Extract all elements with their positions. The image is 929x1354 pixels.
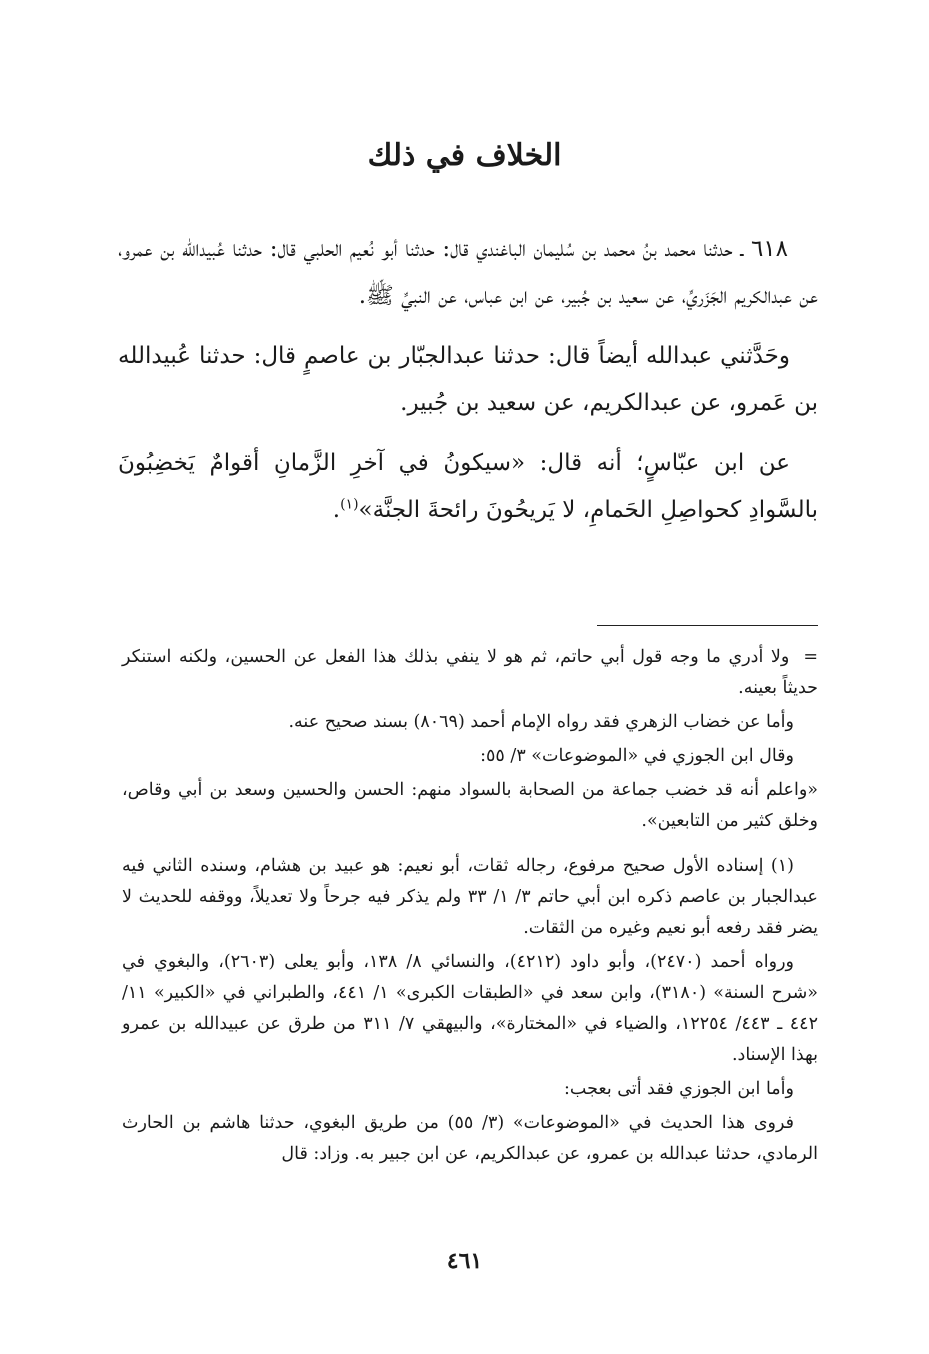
narration-paragraph: وحَدَّثني عبدالله أيضاً قال: حدثنا عبدالجبّار بن عاصمٍ قال: حدثنا عُبيدالله بن عَمرو، عن عبدالكريم، عن سعيد بن جُبير. — [118, 343, 818, 416]
footnotes — [122, 642, 818, 1173]
hadith-paragraph-618: ٦١٨ ـ حدثنا محمد بنُ محمد بن سُليمان الباغندي قال: حدثنا أبو نُعيم الحلبي قال: حدثنا عُبيدالله بن عمرو، عن عبدالكريم الجَزَريِّ، عن سعيد بن جُبير، عن ابن عباس، عن النبيِّ ﷺ. — [118, 236, 818, 309]
hadith-text: عن ابن عبّاسٍ؛ أنه قال: «سيكونُ في آخرِ الزَّمانِ أقوامٌ يَخضِبُونَ بالسَّوادِ كحواصِلِ الحَمامِ، لا يَريحُونَ رائحةَ الجنَّة» — [118, 450, 818, 523]
footnote-continued-text: وقال ابن الجوزي في «الموضوعات» ٣/ ٥٥: — [480, 746, 794, 766]
section-heading: الخلاف في ذلك — [367, 138, 562, 173]
footnote-continued-line — [122, 642, 818, 704]
hadith-text-paragraph — [118, 440, 818, 534]
continuation-mark: = — [803, 647, 818, 667]
footnote-continued-text: ولا أدري ما وجه قول أبي حاتم، ثم هو لا ينفي بذلك هذا الفعل عن الحسين، ولكنه استنكر حديثاً بعينه. — [122, 647, 818, 698]
main-text — [118, 226, 818, 547]
footnote-separator — [597, 625, 818, 626]
footnote-1-text: فروى هذا الحديث في «الموضوعات» (٣/ ٥٥) من طريق البغوي، حدثنا هاشم بن الحارث الرمادي، حدثنا عبدالله بن عمرو، عن عبدالكريم، عن ابن جبير به. وزاد: قال — [122, 1113, 818, 1164]
footnote-1-text: (١) إسناده الأول صحيح مرفوع، رجاله ثقات، أبو نعيم: هو عبيد بن هشام، وسنده الثاني فيه عبدالجبار بن عاصم ذكره ابن أبي حاتم ٣/ ١/ ٣٣ ولم يذكر فيه جرحاً ولا تعديلاً، ووقفه للحديث لا يضر فقد رفعه أبو نعيم وغيره من الثقات. — [122, 856, 818, 938]
footnote-1-text: ورواه أحمد (٢٤٧٠)، وأبو داود (٤٢١٢)، والنسائي ٨/ ١٣٨، وأبو يعلى (٢٦٠٣)، والبغوي في «شرح السنة» (٣١٨٠)، وابن سعد في «الطبقات الكبرى» ١/ ٤٤١، والطبراني في «الكبير» ١١/ ٤٤٢ ـ ٤٤٣/ ١٢٢٥٤، والضياء في «المختارة»، والبيهقي ٧/ ٣١١ من طرق عن عبيدالله بن عمرو بهذا الإسناد. — [122, 952, 818, 1065]
footnote-continued-text: «واعلم أنه قد خضب جماعة من الصحابة بالسواد منهم: الحسن والحسين وسعد بن أبي وقاص، وخلق كثير من التابعين». — [122, 780, 818, 831]
footnote-reference[interactable]: (١) — [340, 496, 359, 513]
paragraph-end: . — [332, 497, 341, 523]
page-number: ٤٦١ — [446, 1248, 483, 1274]
footnote-continued-text: وأما عن خضاب الزهري فقد رواه الإمام أحمد (٨٠٦٩) بسند صحيح عنه. — [288, 712, 794, 732]
footnote-1-text: وأما ابن الجوزي فقد أتى بعجب: — [564, 1079, 794, 1099]
